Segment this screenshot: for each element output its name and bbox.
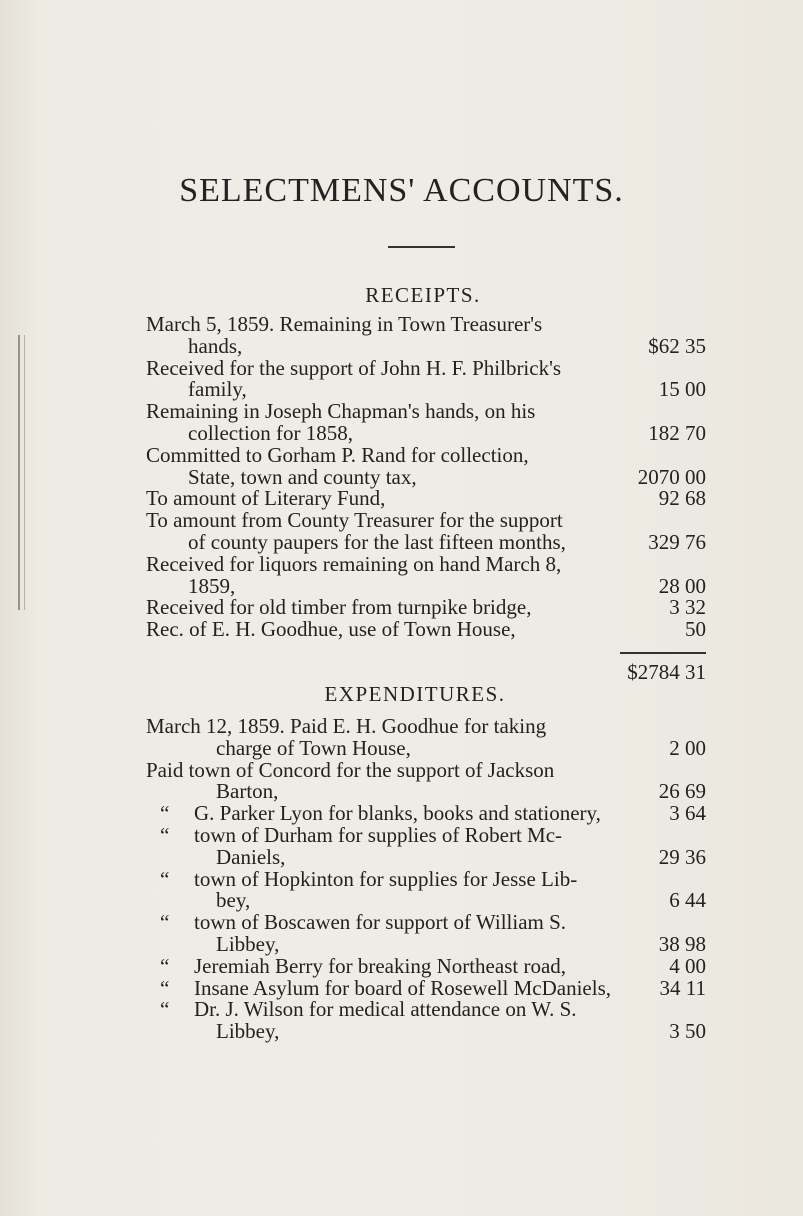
entry-text: town of Boscawen for support of William S. bbox=[194, 910, 567, 935]
entry-text: town of Hopkinton for supplies for Jesse Lib- bbox=[194, 866, 578, 891]
entry-text: town of Durham for supplies of Robert Mc- bbox=[194, 822, 563, 847]
entry-text: Committed to Gorham P. Rand for collection, bbox=[146, 442, 529, 467]
ledger-entry bbox=[146, 314, 706, 358]
ledger-entry bbox=[146, 619, 706, 641]
ledger-line bbox=[146, 822, 706, 847]
ledger-line bbox=[146, 464, 706, 489]
ledger-entry bbox=[146, 510, 706, 554]
entry-text: Libbey, bbox=[216, 931, 280, 956]
ledger-line bbox=[146, 442, 706, 467]
expenditures-heading: EXPENDITURES. bbox=[324, 682, 506, 706]
amount: 3 50 bbox=[669, 1019, 706, 1044]
ditto-mark: “ bbox=[160, 822, 170, 847]
ledger-line bbox=[146, 844, 706, 869]
ledger-entry bbox=[146, 488, 706, 510]
entry-text: Insane Asylum for board of Rosewell McDaniels, bbox=[194, 975, 611, 1000]
ledger-line bbox=[146, 488, 706, 510]
ledger-entry bbox=[146, 975, 706, 1000]
entry-text: To amount from County Treasurer for the support bbox=[146, 508, 563, 533]
ledger-line bbox=[146, 355, 706, 380]
ledger-line bbox=[146, 379, 706, 401]
entry-text: Libbey, bbox=[216, 1019, 280, 1044]
ledger-line bbox=[146, 619, 706, 641]
expenditures-list bbox=[146, 716, 706, 1043]
ledger-line bbox=[146, 975, 706, 1000]
ledger-entry bbox=[146, 866, 706, 913]
amount: 2 00 bbox=[669, 735, 706, 760]
amount: 182 70 bbox=[648, 420, 706, 445]
ledger-entry bbox=[146, 953, 706, 978]
ledger-line bbox=[146, 1021, 706, 1043]
entry-text: Remaining in Joseph Chapman's hands, on his bbox=[146, 399, 536, 424]
entry-text: March 5, 1859. Remaining in Town Treasurer's bbox=[146, 312, 543, 336]
receipts-total: $2784 31 bbox=[627, 660, 706, 684]
amount: 38 98 bbox=[658, 931, 706, 956]
ledger-line bbox=[146, 573, 706, 598]
ledger-line bbox=[146, 757, 706, 782]
amount: 4 00 bbox=[669, 953, 706, 978]
entry-text: Paid town of Concord for the support of Jackson bbox=[146, 757, 555, 782]
receipts-list bbox=[146, 314, 706, 641]
entry-text: collection for 1858, bbox=[188, 420, 354, 445]
entry-text: hands, bbox=[188, 333, 243, 358]
ditto-mark: “ bbox=[160, 997, 170, 1022]
ditto-mark: “ bbox=[160, 975, 170, 1000]
ledger-entry bbox=[146, 401, 706, 445]
entry-text: Rec. of E. H. Goodhue, use of Town House, bbox=[146, 617, 516, 642]
ditto-mark: “ bbox=[160, 801, 170, 826]
ledger-entry bbox=[146, 716, 706, 760]
ledger-line bbox=[146, 401, 706, 423]
amount: 15 00 bbox=[658, 377, 706, 402]
ledger-line bbox=[146, 890, 706, 912]
ledger-line bbox=[146, 803, 706, 825]
ledger-entry bbox=[146, 999, 706, 1043]
entry-text: Received for old timber from turnpike bridge, bbox=[146, 595, 532, 620]
amount: 92 68 bbox=[658, 486, 706, 511]
total-rule bbox=[620, 652, 706, 654]
ledger-entry bbox=[146, 803, 706, 825]
entry-text: family, bbox=[188, 377, 247, 402]
ledger-line bbox=[146, 420, 706, 445]
entry-text: March 12, 1859. Paid E. H. Goodhue for taking bbox=[146, 714, 547, 738]
ledger-line bbox=[146, 912, 706, 934]
ledger-line bbox=[146, 333, 706, 358]
ledger-line bbox=[146, 781, 706, 803]
ledger-line bbox=[146, 953, 706, 978]
amount: 28 00 bbox=[658, 573, 706, 598]
ditto-mark: “ bbox=[160, 866, 170, 891]
ledger-entry bbox=[146, 355, 706, 402]
ledger-line bbox=[146, 510, 706, 532]
ledger-line bbox=[146, 597, 706, 619]
ledger-line bbox=[146, 999, 706, 1021]
binding-thread bbox=[18, 335, 25, 610]
amount: 29 36 bbox=[658, 844, 706, 869]
amount: 329 76 bbox=[648, 529, 706, 554]
entry-text: Received for the support of John H. F. Philbrick's bbox=[146, 355, 562, 380]
amount: 2070 00 bbox=[637, 464, 706, 489]
ledger-entry bbox=[146, 757, 706, 804]
ditto-mark: “ bbox=[160, 910, 170, 935]
ledger-line bbox=[146, 866, 706, 891]
entry-text: bey, bbox=[216, 888, 251, 913]
ditto-mark: “ bbox=[160, 953, 170, 978]
page-title: SELECTMENS' ACCOUNTS. bbox=[179, 172, 624, 209]
entry-text: Jeremiah Berry for breaking Northeast road, bbox=[194, 953, 567, 978]
ledger-line bbox=[146, 716, 706, 738]
ledger-line bbox=[146, 551, 706, 576]
ledger-line bbox=[146, 931, 706, 956]
amount: 34 11 bbox=[659, 975, 706, 1000]
amount: 3 64 bbox=[669, 801, 706, 826]
entry-text: To amount of Literary Fund, bbox=[146, 486, 386, 511]
ledger-line bbox=[146, 529, 706, 554]
entry-text: charge of Town House, bbox=[216, 735, 411, 760]
title-rule bbox=[388, 246, 455, 248]
amount: 26 69 bbox=[658, 779, 706, 804]
entry-text: Dr. J. Wilson for medical attendance on W. S. bbox=[194, 997, 577, 1022]
entry-text: Received for liquors remaining on hand March 8, bbox=[146, 551, 562, 576]
entry-text: Daniels, bbox=[216, 844, 286, 869]
ledger-entry bbox=[146, 442, 706, 489]
receipts-heading: RECEIPTS. bbox=[365, 283, 481, 307]
ledger-entry bbox=[146, 597, 706, 619]
ledger-entry bbox=[146, 912, 706, 956]
ledger-entry bbox=[146, 822, 706, 869]
amount: 6 44 bbox=[669, 888, 706, 913]
entry-text: 1859, bbox=[188, 573, 236, 598]
ledger-line bbox=[146, 314, 706, 336]
entry-text: State, town and county tax, bbox=[188, 464, 417, 489]
amount: $62 35 bbox=[648, 333, 706, 358]
entry-text: Barton, bbox=[216, 779, 279, 804]
ledger-entry bbox=[146, 551, 706, 598]
amount: 3 32 bbox=[669, 595, 706, 620]
ledger-line bbox=[146, 735, 706, 760]
amount: 50 bbox=[685, 617, 706, 642]
entry-text: of county paupers for the last fifteen months, bbox=[188, 529, 566, 554]
entry-text: G. Parker Lyon for blanks, books and stationery, bbox=[194, 801, 601, 826]
